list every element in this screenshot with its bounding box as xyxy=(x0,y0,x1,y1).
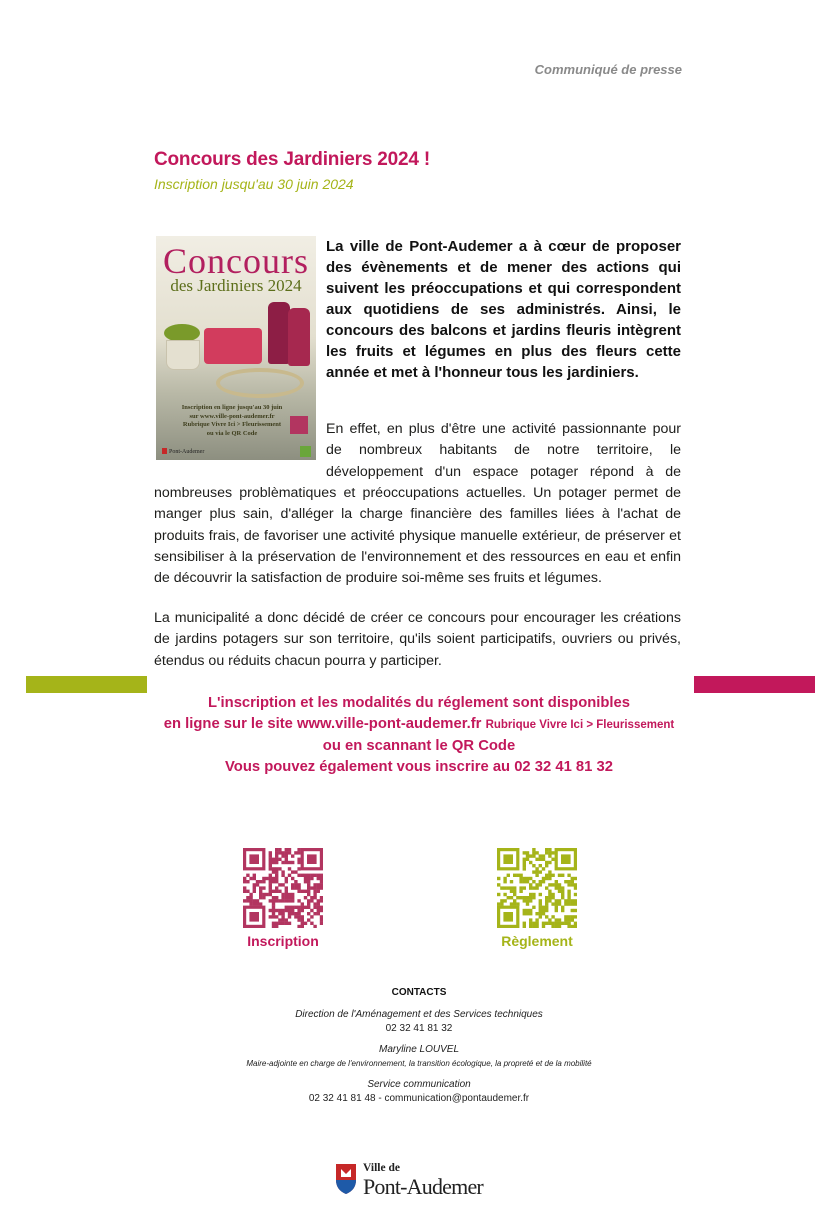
contacts-heading: CONTACTS xyxy=(391,987,447,998)
poster-logo xyxy=(162,448,204,455)
lead-paragraph: La ville de Pont-Audemer a à cœur de proposer des évènements et de mener des actions qui suivent les préoccupations et qui correspondent aux quotidiens de ses administrés. Ainsi, le concours des balcons et jardins fleuris intègrent les fruits et légumes en plus des fleurs cette année et met à l'honneur tous les jardiniers. xyxy=(326,238,681,381)
body-paragraph-2: La municipalité a donc décidé de créer ce concours pour encourager les créations de jardins potagers sur son territoire, qu'ils soient participatifs, ouvriers ou privés, étendus ou réduits chacun pourra y participer. xyxy=(154,610,681,669)
contact-person-name: Maryline LOUVEL xyxy=(378,1044,460,1055)
poster-subtitle: des Jardiniers 2024 xyxy=(170,276,302,295)
city-crest-icon xyxy=(332,1162,360,1196)
rules-qr-code-icon[interactable] xyxy=(497,848,577,928)
contest-poster-image xyxy=(156,236,316,460)
callout-line: ou en scannant le QR Code xyxy=(322,738,516,754)
poster-info-line: ou via le QR Code xyxy=(206,429,258,437)
poster-qr-code-icon xyxy=(300,446,311,457)
contact-block-communication xyxy=(0,1078,838,1106)
press-release-label: Communiqué de presse xyxy=(534,62,682,77)
website-link[interactable]: en ligne sur le site www.ville-pont-audemer.fr xyxy=(163,716,482,732)
page-title: Concours des Jardiniers 2024 ! xyxy=(154,149,430,170)
contact-block-person xyxy=(0,1043,838,1071)
poster-info-line: sur www.ville-pont-audemer.fr xyxy=(189,412,275,420)
contact-department: Service communication xyxy=(367,1079,471,1090)
poster-qr-code-icon xyxy=(290,416,308,434)
registration-qr-code-icon[interactable] xyxy=(243,848,323,928)
logo-ville-de: Ville de xyxy=(363,1162,400,1174)
poster-title: Concours xyxy=(163,241,309,281)
website-section: Rubrique Vivre Ici > Fleurissement xyxy=(485,719,675,731)
registration-callout xyxy=(140,693,698,778)
accent-bar-left xyxy=(26,676,147,693)
callout-phone-line: Vous pouvez également vous inscrire au 02 32 41 81 32 xyxy=(225,759,613,775)
body-paragraph-1-rest: nombreuses problèmatiques et préoccupations actuelles. Un potager permet de manger plus sain, d'alléger la charge financière des familles liées à l'achat de produits frais, de favoriser une activité physique manuelle extérieur, de préserver et sensibiliser à la préservation de l'environnement et des ressources en eau et enfin de découvrir la satisfaction de produire soi-même ses fruits et légumes. xyxy=(154,485,681,587)
callout-line: L'inscription et les modalités du réglement sont disponibles xyxy=(207,695,630,711)
poster-info xyxy=(170,404,294,438)
poster-logo-text: Pont-Audemer xyxy=(169,449,205,455)
flower-pot-shape xyxy=(166,340,200,370)
contact-phone: 02 32 41 81 32 xyxy=(385,1023,453,1034)
contact-person-role: Maire-adjointe en charge de l'environnement, la transition écologique, la propreté et de la mobilité xyxy=(246,1059,592,1068)
boot-shape xyxy=(268,302,290,364)
logo-city-name: Pont-Audemer xyxy=(363,1174,483,1199)
contact-phone-email: 02 32 41 81 48 - communication@pontaudemer.fr xyxy=(308,1093,530,1104)
rules-qr-label: Règlement xyxy=(501,933,573,949)
registration-qr-label: Inscription xyxy=(247,933,319,949)
callout-line xyxy=(140,714,698,736)
accent-bar-right xyxy=(694,676,815,693)
boot-shape xyxy=(288,308,310,366)
poster-info-line: Inscription en ligne jusqu'au 30 juin xyxy=(181,404,283,411)
watering-can-shape xyxy=(204,328,262,364)
contact-department: Direction de l'Aménagement et des Services techniques xyxy=(295,1009,543,1020)
rope-shape xyxy=(216,368,304,398)
body-paragraph-1-start: En effet, en plus d'être une activité passionnante pour de nombreux habitants de notre territoire, le développement d'un espace potager répond à de xyxy=(326,421,681,480)
poster-info-line: Rubrique Vivre Ici > Fleurissement xyxy=(182,421,282,429)
city-logo xyxy=(330,1162,520,1202)
page-subtitle: Inscription jusqu'au 30 juin 2024 xyxy=(154,176,354,192)
contact-block-technical xyxy=(0,1008,838,1036)
